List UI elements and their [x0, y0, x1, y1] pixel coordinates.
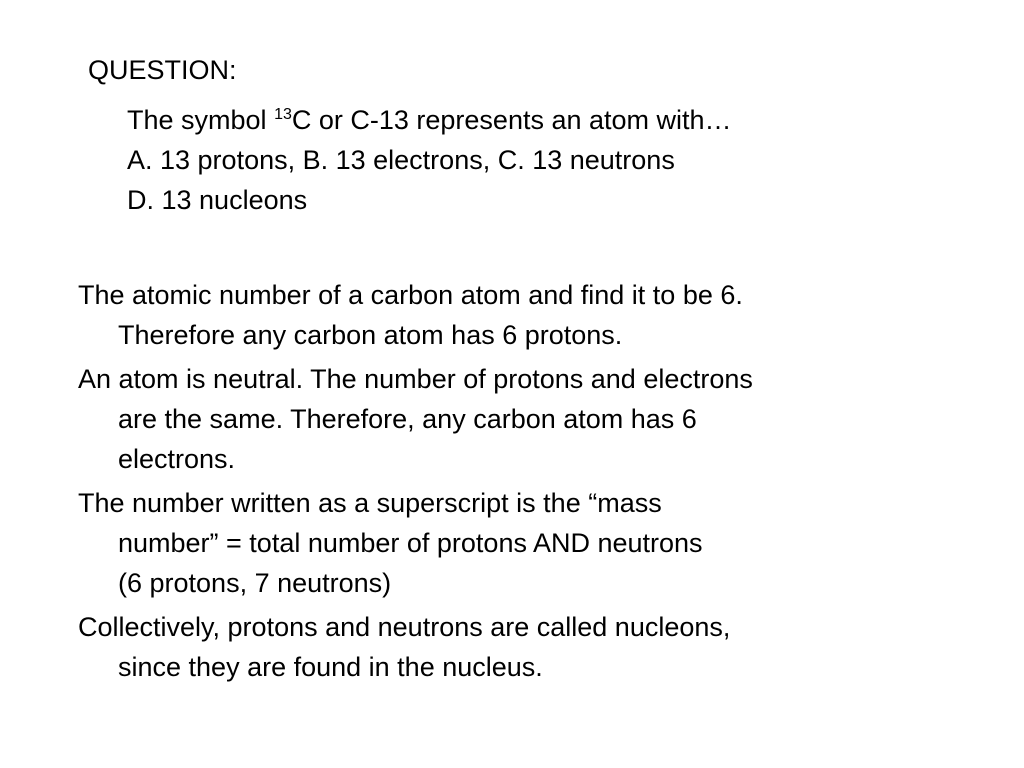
paragraph-line: The atomic number of a carbon atom and find it to be 6. [78, 280, 743, 310]
answer-options-line-2: D. 13 nucleons [127, 185, 308, 215]
paragraph-line: An atom is neutral. The number of protons and electrons [78, 364, 753, 394]
explanation-paragraph-electrons [78, 359, 978, 479]
question-heading: QUESTION: [88, 55, 237, 85]
paragraph-line: electrons. [118, 444, 236, 474]
answer-options-line-1: A. 13 protons, B. 13 electrons, C. 13 neutrons [127, 145, 675, 175]
paragraph-line: Therefore any carbon atom has 6 protons. [118, 320, 623, 350]
question-line-1-suffix: C or C-13 represents an atom with… [291, 105, 732, 135]
explanation-paragraph-mass-number [78, 483, 978, 603]
question-text [127, 100, 732, 220]
paragraph-line: since they are found in the nucleus. [118, 652, 543, 682]
paragraph-line: The number written as a superscript is the “mass [78, 488, 662, 518]
question-line-1-prefix: The symbol [127, 105, 275, 135]
paragraph-line: are the same. Therefore, any carbon atom has 6 [118, 404, 697, 434]
mass-number-superscript: 13 [274, 106, 292, 123]
explanation [78, 275, 978, 691]
paragraph-line: Collectively, protons and neutrons are called nucleons, [78, 612, 731, 642]
paragraph-line: (6 protons, 7 neutrons) [118, 568, 392, 598]
paragraph-line: number” = total number of protons AND neutrons [118, 528, 703, 558]
explanation-paragraph-nucleons [78, 607, 978, 687]
question-line-1 [127, 100, 732, 140]
explanation-paragraph-atomic-number [78, 275, 978, 355]
